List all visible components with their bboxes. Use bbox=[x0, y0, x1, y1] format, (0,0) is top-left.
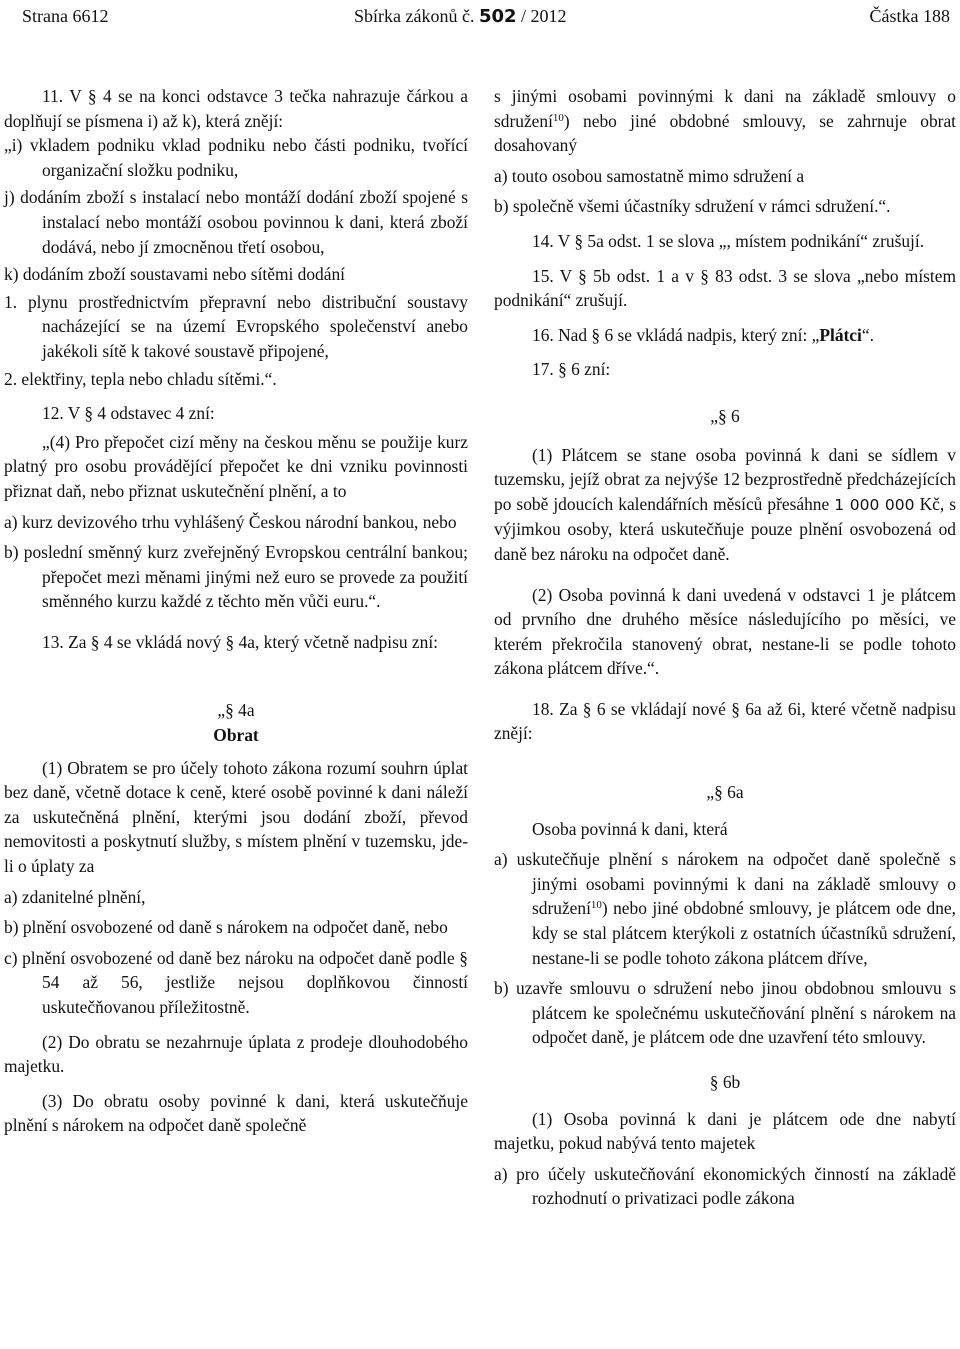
section-6-par-2: (2) Osoba povinná k dani uvedená v odstavci 1 je plátcem od prvního dne druhého měsíce následujícího po měsíci, ve kterém překročila stanovený obrat, nestane-li se podle tohoto zákona plátcem dříve.“. bbox=[494, 584, 956, 679]
section-4a-par-3: (3) Do obratu osoby povinné k dani, která uskutečňuje plnění s nárokem na odpočet daně společně bbox=[4, 1090, 468, 1136]
point-16-text: 16. Nad § 6 se vkládá nadpis, který zní: „ bbox=[532, 324, 820, 345]
point-12-text: „(4) Pro přepočet cizí měny na českou měnu se použije kurz platný pro osobu provádějící přepočet ke dni vzniku povinnosti přiznat daň, nebo přiznat uskutečnění plnění, a to bbox=[4, 431, 468, 501]
point-14: 14. V § 5a odst. 1 se slova „, místem podnikání“ zrušují. bbox=[532, 230, 925, 251]
point-16 bbox=[494, 323, 956, 348]
section-6-par-1-a: (1) Plátcem se stane osoba povinná k dani se sídlem v tuzemsku, jejíž obrat za nejvýše 12 bezprostředně předcházejících po sobě jdoucích kalendářních měsíců přesáhne bbox=[494, 444, 956, 514]
item-k-2: 2. elektřiny, tepla nebo chladu sítěmi.“. bbox=[4, 368, 277, 389]
continuation-b: b) společně všemi účastníky sdružení v rámci sdružení.“. bbox=[494, 196, 891, 217]
law-number: 502 bbox=[478, 6, 517, 27]
item-k-1: 1. plynu prostřednictvím přepravní nebo distribuční soustavy nacházející se na území Evropského společenství anebo jakékoli sítě k takové soustavě připojené, bbox=[4, 291, 468, 361]
footnote-ref-2: 10 bbox=[590, 899, 602, 912]
section-6a-a bbox=[494, 847, 956, 970]
section-6-par-1-b: Kč, s výjimkou osoby, která uskutečňuje pouze plnění osvobozená od daně bez nároku na odpočet daně. bbox=[494, 493, 957, 564]
page-header bbox=[22, 4, 950, 28]
continuation-part-1: s jinými osobami povinnými k dani na základě smlouvy o sdružení bbox=[494, 86, 956, 131]
section-6b-par-1: (1) Osoba povinná k dani je plátcem ode dne nabytí majetku, pokud nabývá tento majetek bbox=[494, 1108, 956, 1154]
section-6b-heading: § 6b bbox=[709, 1072, 741, 1092]
point-16-end: “. bbox=[861, 324, 874, 345]
point-18: 18. Za § 6 se vkládají nové § 6a až 6i, které včetně nadpisu znějí: bbox=[494, 698, 956, 744]
section-6b-a: a) pro účely uskutečňování ekonomických činností na základě rozhodnutí o privatizaci podle zákona bbox=[494, 1163, 956, 1209]
point-16-heading: Plátci bbox=[819, 324, 862, 345]
continuation-part-2: ) nebo jiné obdobné smlouvy, se zahrnuje obrat dosahovaný bbox=[494, 110, 956, 156]
section-4a-par-2: (2) Do obratu se nezahrnuje úplata z prodeje dlouhodobého majetku. bbox=[4, 1031, 468, 1077]
point-12-a: a) kurz devizového trhu vyhlášený Českou národní bankou, nebo bbox=[4, 511, 457, 532]
page-number: Strana 6612 bbox=[22, 6, 109, 26]
law-year: / 2012 bbox=[521, 6, 567, 26]
item-j: j) dodáním zboží s instalací nebo montáží dodání zboží spojené s instalací nebo montáží osobou povinnou k dani, která zboží dodává, nebo jí zmocněnou třetí osobou, bbox=[4, 187, 468, 257]
left-column bbox=[4, 84, 468, 1138]
section-4a-title: Obrat bbox=[213, 725, 259, 746]
right-column bbox=[494, 84, 956, 1211]
point-17: 17. § 6 zní: bbox=[532, 359, 611, 380]
section-6a-a-part-2: ) nebo jiné obdobné smlouvy, je plátcem ode dne, kdy se stal plátcem kterýkoli z ostatních účastníků sdružení, nestane-li se podle tohoto zákona plátcem dříve, bbox=[532, 898, 956, 968]
section-4a-par-1: (1) Obratem se pro účely tohoto zákona rozumí souhrn úplat bez daně, včetně dotace k ceně, které osobě povinné k dani náleží za uskutečněná plnění, kterými jsou dodání zboží, převod nemovitosti a poskytnutí služby, s místem plnění v tuzemsku, jde-li o úplaty za bbox=[4, 757, 468, 877]
point-11: 11. V § 4 se na konci odstavce 3 tečka nahrazuje čárkou a doplňují se písmena i) až k), která znějí: bbox=[4, 86, 468, 131]
continuation-text bbox=[494, 84, 956, 158]
section-6-heading: „§ 6 bbox=[710, 405, 740, 426]
part-number: Částka 188 bbox=[869, 6, 950, 26]
section-4a-heading: „§ 4a bbox=[217, 700, 255, 721]
section-6-par-1 bbox=[494, 443, 956, 567]
item-i: „i) vkladem podniku vklad podniku nebo části podniku, tvořící organizační složku podniku, bbox=[4, 135, 468, 180]
continuation-a: a) touto osobou samostatně mimo sdružení a bbox=[494, 165, 805, 186]
section-4a-b: b) plnění osvobozené od daně s nárokem na odpočet daně, nebo bbox=[4, 917, 448, 938]
section-4a-a: a) zdanitelné plnění, bbox=[4, 886, 146, 907]
section-6a-a-part-1: a) uskutečňuje plnění s nárokem na odpočet daně společně s jinými osobami povinnými k dani na základě smlouvy o sdružení bbox=[494, 849, 956, 919]
section-6a-heading: „§ 6a bbox=[706, 782, 744, 803]
footnote-ref: 10 bbox=[552, 111, 564, 124]
point-12-b: b) poslední směnný kurz zveřejněný Evropskou centrální bankou; přepočet mezi měnami jinými než euro se provede za použití směnného kurzu každé z těchto měn vůči euru.“. bbox=[4, 542, 468, 612]
section-6a-b: b) uzavře smlouvu o sdružení nebo jinou obdobnou smlouvu s plátcem ke společnému uskutečňování plnění s nárokem na odpočet daně, je plátcem ode dne uzavření této smlouvy. bbox=[494, 978, 956, 1048]
section-4a-c: c) plnění osvobozené od daně bez nároku na odpočet daně podle § 54 až 56, jestliže nejsou doplňkovou činností uskutečňovanou příležitostně. bbox=[4, 947, 468, 1017]
point-13: 13. Za § 4 se vkládá nový § 4a, který včetně nadpisu zní: bbox=[42, 631, 439, 652]
amount: 1 000 000 bbox=[834, 495, 915, 514]
item-k: k) dodáním zboží soustavami nebo sítěmi dodání bbox=[4, 264, 345, 285]
point-12: 12. V § 4 odstavec 4 zní: bbox=[42, 403, 215, 424]
section-6a-intro: Osoba povinná k dani, která bbox=[532, 818, 728, 839]
collection-title bbox=[354, 4, 567, 30]
point-15: 15. V § 5b odst. 1 a v § 83 odst. 3 se slova „nebo místem podnikání“ zrušují. bbox=[494, 265, 956, 311]
collection-label: Sbírka zákonů č. bbox=[354, 6, 475, 26]
